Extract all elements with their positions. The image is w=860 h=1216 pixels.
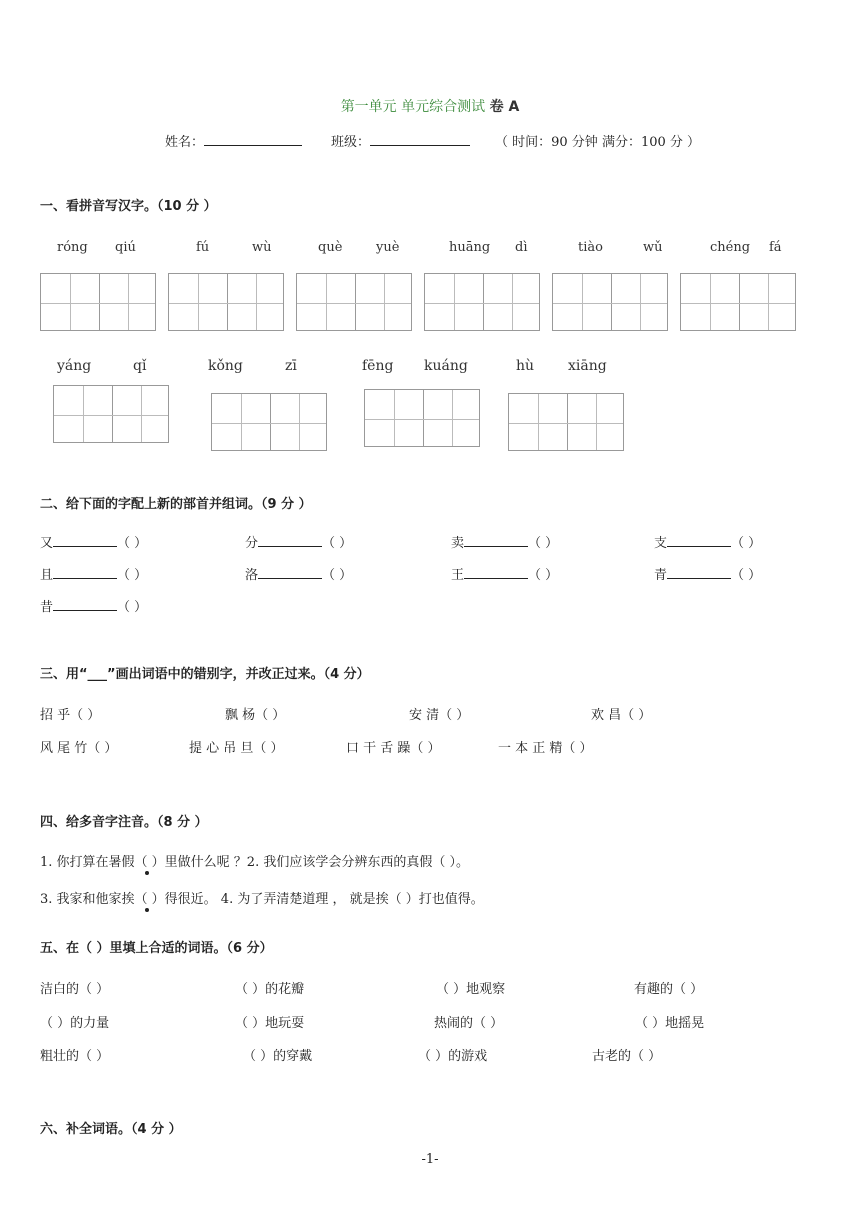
writing-grid[interactable] [680,273,796,331]
fill-phrase: 洁白的（ ） [40,982,110,997]
fill-phrase: （ ）的游戏 [418,1049,488,1064]
page-title [0,96,860,116]
writing-grid[interactable] [53,385,169,443]
radical-blank[interactable] [53,534,117,547]
fill-phrase: （ ）地观察 [436,982,506,997]
typo-item: 一 本 正 精（ ） [498,741,593,756]
typo-item: 招 乎（ ） [40,708,101,723]
section-5-heading: 五、在（ ）里填上合适的词语。（6 分） [40,941,273,956]
fill-phrase: （ ）地摇晃 [635,1016,705,1031]
typo-item: 风 尾 竹（ ） [40,741,118,756]
s4-line-2: 3. 我家和他家挨（ ）得很近。 4. 为了弄清楚道理 ， 就是挨（ ）打也值得。 [40,892,484,907]
typo-item: 口 干 舌 躁（ ） [346,741,441,756]
pinyin-label: róng [57,240,88,255]
pinyin-label: fēng [362,358,394,374]
pinyin-label: yáng [57,358,92,374]
radical-item [654,532,761,551]
title-suffix: 卷 A [489,99,520,115]
word-paren[interactable]: （ ） [117,600,148,615]
writing-grid[interactable] [296,273,412,331]
word-paren[interactable]: （ ） [528,568,559,583]
typo-item: 提 心 吊 旦（ ） [189,741,284,756]
emphasis-dot [145,908,149,912]
writing-grid[interactable] [424,273,540,331]
pinyin-label: qiú [115,240,136,255]
fill-phrase: 粗壮的（ ） [40,1049,110,1064]
radical-blank[interactable] [53,598,117,611]
radical-char: 卖 [451,536,465,551]
section-2-heading: 二、给下面的字配上新的部首并组词。（9 分 ） [40,497,312,512]
title-main: 第一单元 单元综合测试 [340,99,486,115]
time-info: （ 时间：90 分钟 满分：100 分 ） [495,135,701,150]
writing-grid[interactable] [211,393,327,451]
pinyin-label: què [318,240,343,255]
pinyin-label: wǔ [643,240,663,255]
radical-blank[interactable] [258,534,322,547]
word-paren[interactable]: （ ） [117,568,148,583]
class-label: 班级： [331,135,371,150]
word-paren[interactable]: （ ） [117,536,148,551]
radical-char: 洛 [245,568,259,583]
pinyin-label: qǐ [133,358,147,374]
writing-grid[interactable] [40,273,156,331]
class-blank[interactable] [370,133,470,146]
fill-phrase: （ ）的力量 [40,1016,110,1031]
typo-item: 飘 杨（ ） [225,708,286,723]
pinyin-label: huāng [449,240,491,255]
fill-phrase: （ ）的穿戴 [243,1049,313,1064]
fill-phrase: 热闹的（ ） [434,1016,504,1031]
radical-char: 青 [654,568,668,583]
pinyin-label: xiāng [568,358,607,374]
pinyin-label: wù [252,240,272,255]
writing-grid[interactable] [508,393,624,451]
pinyin-label: chéng [710,240,751,255]
radical-char: 分 [245,536,259,551]
pinyin-label: kuáng [424,358,468,374]
radical-blank[interactable] [464,566,528,579]
radical-item [245,532,352,551]
radical-blank[interactable] [464,534,528,547]
page-number: -1- [421,1152,439,1167]
writing-grid[interactable] [552,273,668,331]
fill-phrase: （ ）的花瓣 [235,982,305,997]
radical-item [451,532,558,551]
section-3-heading: 三、用“___”画出词语中的错别字，并改正过来。（4 分） [40,667,370,682]
pinyin-label: hù [516,358,535,374]
radical-char: 且 [40,568,54,583]
pinyin-label: yuè [376,240,400,255]
pinyin-label: fá [769,240,782,255]
radical-item [40,564,147,583]
radical-char: 昔 [40,600,54,615]
fill-phrase: 有趣的（ ） [634,982,704,997]
class-field [331,131,470,150]
fill-phrase: 古老的（ ） [592,1049,662,1064]
s4-line-1: 1. 你打算在暑假（ ）里做什么呢 ？2. 我们应该学会分辨东西的真假（ ）。 [40,855,469,870]
pinyin-label: fú [196,240,210,255]
name-blank[interactable] [204,133,302,146]
radical-char: 又 [40,536,54,551]
section-1-heading: 一、看拼音写汉字。（10 分 ） [40,199,217,214]
name-label: 姓名： [165,135,205,150]
word-paren[interactable]: （ ） [322,536,353,551]
pinyin-label: kǒng [208,358,243,374]
radical-char: 支 [654,536,668,551]
emphasis-dot [145,871,149,875]
pinyin-label: zī [285,358,297,374]
section-4-heading: 四、给多音字注音。（8 分 ） [40,815,208,830]
word-paren[interactable]: （ ） [528,536,559,551]
radical-item [451,564,558,583]
radical-blank[interactable] [53,566,117,579]
typo-item: 欢 昌（ ） [591,708,652,723]
pinyin-label: tiào [578,240,603,255]
fill-phrase: （ ）地玩耍 [235,1016,305,1031]
radical-item [40,596,147,615]
word-paren[interactable]: （ ） [322,568,353,583]
radical-item [40,532,147,551]
name-field [165,131,302,150]
radical-item [654,564,761,583]
writing-grid[interactable] [168,273,284,331]
word-paren[interactable]: （ ） [731,568,762,583]
radical-item [245,564,352,583]
radical-char: 王 [451,568,465,583]
section-6-heading: 六、补全词语。（4 分 ） [40,1122,182,1137]
typo-item: 安 清（ ） [409,708,470,723]
radical-blank[interactable] [258,566,322,579]
radical-blank[interactable] [667,566,731,579]
radical-blank[interactable] [667,534,731,547]
word-paren[interactable]: （ ） [731,536,762,551]
pinyin-label: dì [515,240,528,255]
writing-grid[interactable] [364,389,480,447]
